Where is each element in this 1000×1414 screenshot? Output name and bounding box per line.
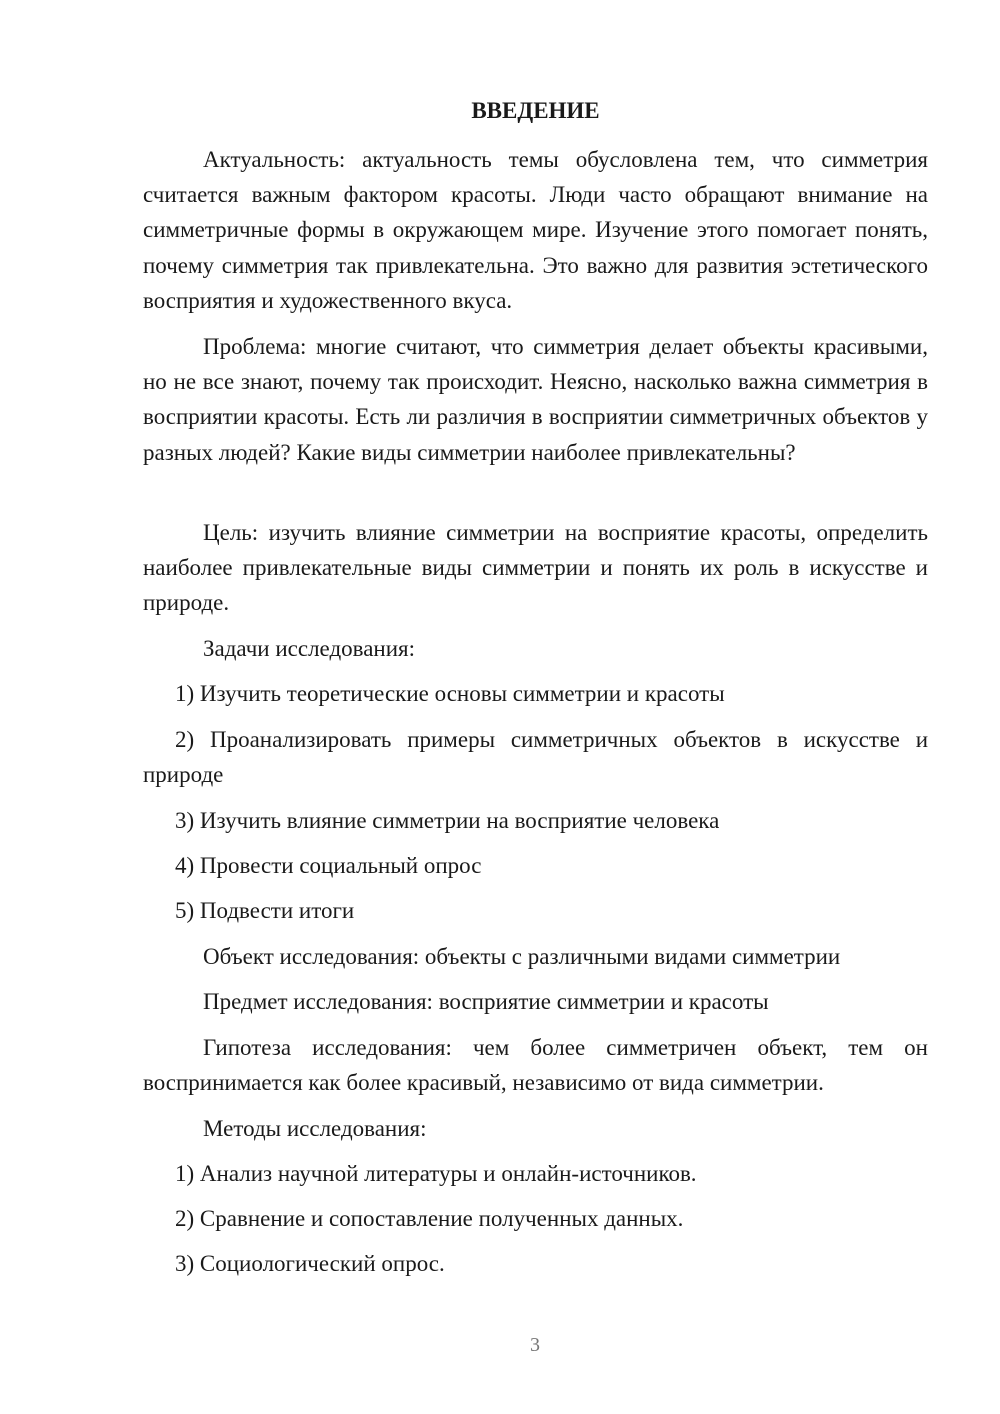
task-item: 4) Провести социальный опрос bbox=[175, 853, 482, 878]
method-item: 2) Сравнение и сопоставление полученных данных. bbox=[175, 1206, 684, 1231]
goal-paragraph: Цель: изучить влияние симметрии на восприятие красоты, определить наиболее привлекательные виды симметрии и понять их роль в искусстве и природе. bbox=[143, 520, 928, 616]
methods-heading: Методы исследования: bbox=[203, 1116, 427, 1141]
page-number: 3 bbox=[530, 1334, 540, 1356]
method-item: 1) Анализ научной литературы и онлайн-источников. bbox=[175, 1161, 697, 1186]
subject-paragraph: Предмет исследования: восприятие симметрии и красоты bbox=[203, 989, 769, 1014]
object-paragraph: Объект исследования: объекты с различными видами симметрии bbox=[203, 944, 841, 969]
section-title: ВВЕДЕНИЕ bbox=[471, 98, 600, 123]
method-item: 3) Социологический опрос. bbox=[175, 1251, 445, 1276]
task-item: 3) Изучить влияние симметрии на восприятие человека bbox=[175, 808, 720, 833]
task-item: 2) Проанализировать примеры симметричных объектов в искусстве и природе bbox=[143, 727, 928, 788]
relevance-paragraph: Актуальность: актуальность темы обусловлена тем, что симметрия считается важным фактором красоты. Люди часто обращают внимание на симметричные формы в окружающем мире. Изучение этого помогает понять, почему симметрия так привлекательна. Это важно для развития эстетического восприятия и художественного вкуса. bbox=[143, 147, 928, 313]
task-item: 1) Изучить теоретические основы симметрии и красоты bbox=[175, 681, 725, 706]
tasks-heading: Задачи исследования: bbox=[203, 636, 416, 661]
hypothesis-paragraph: Гипотеза исследования: чем более симметричен объект, тем он воспринимается как более красивый, независимо от вида симметрии. bbox=[143, 1035, 928, 1096]
problem-paragraph: Проблема: многие считают, что симметрия делает объекты красивыми, но не все знают, почему так происходит. Неясно, насколько важна симметрия в восприятии красоты. Есть ли различия в восприятии симметричных объектов у разных людей? Какие виды симметрии наиболее привлекательны? bbox=[143, 334, 928, 465]
task-item: 5) Подвести итоги bbox=[175, 898, 355, 923]
